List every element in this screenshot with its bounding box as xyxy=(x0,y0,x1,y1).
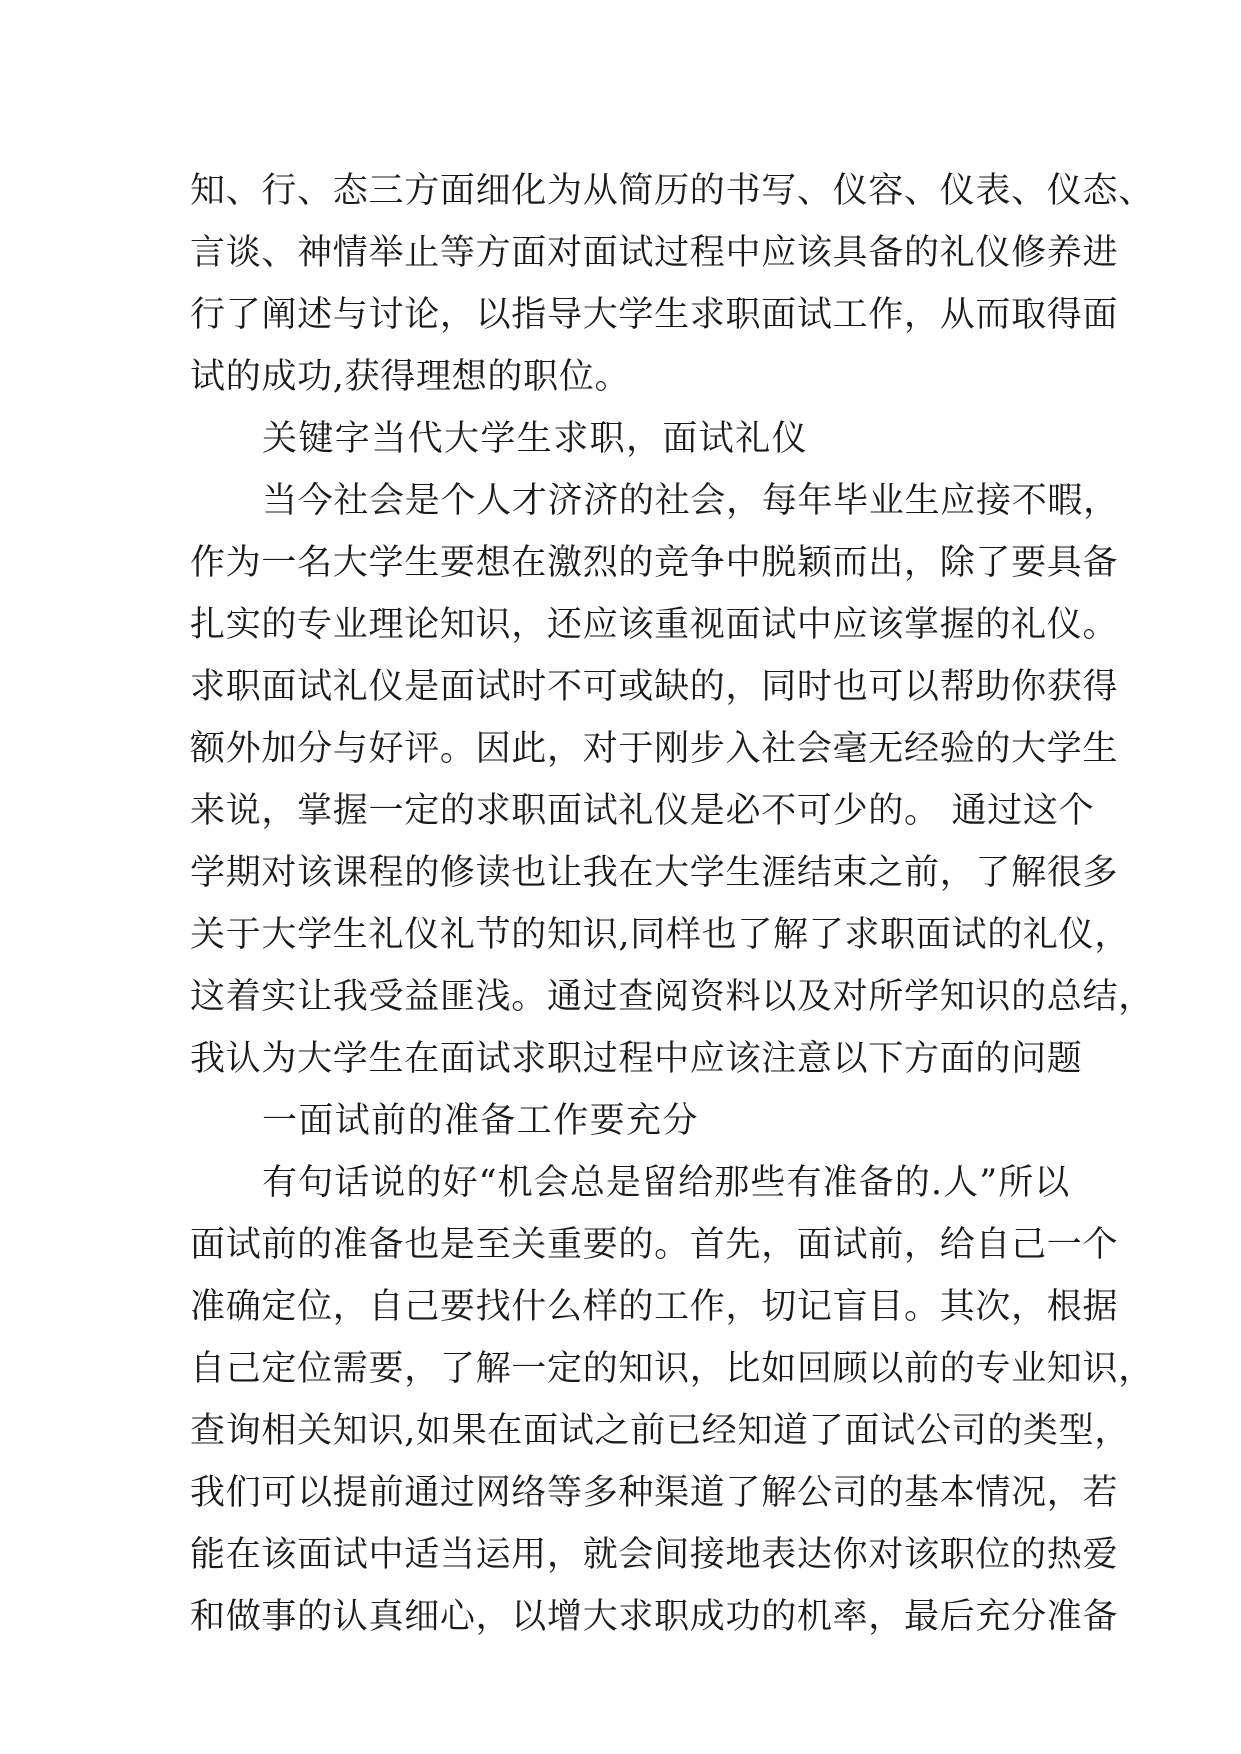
body-line: 作为一名大学生要想在激烈的竞争中脱颖而出，除了要具备 xyxy=(190,543,1119,583)
section-heading: 一面试前的准备工作要充分 xyxy=(262,1101,699,1141)
body-line: 言谈、神情举止等方面对面试过程中应该具备的礼仪修养进 xyxy=(190,233,1119,273)
body-line: 来说，掌握一定的求职面试礼仪是必不可少的。 通过这个 xyxy=(190,791,1095,831)
body-line: 额外加分与好评。因此，对于刚步入社会毫无经验的大学生 xyxy=(190,729,1119,769)
body-line: 这着实让我受益匪浅。通过查阅资料以及对所学知识的总结， xyxy=(190,977,1154,1017)
body-line: 扎实的专业理论知识，还应该重视面试中应该掌握的礼仪。 xyxy=(190,605,1119,645)
body-line: 行了阐述与讨论，以指导大学生求职面试工作，从而取得面 xyxy=(190,295,1119,335)
body-line: 试的成功,获得理想的职位。 xyxy=(190,357,631,397)
keywords-line: 关键字当代大学生求职，面试礼仪 xyxy=(262,419,809,459)
body-line: 求职面试礼仪是面试时不可或缺的，同时也可以帮助你获得 xyxy=(190,667,1119,707)
paragraph-first-line: 当今社会是个人才济济的社会，每年毕业生应接不暇， xyxy=(262,481,1119,521)
body-line: 我们可以提前通过网络等多种渠道了解公司的基本情况，若 xyxy=(190,1473,1119,1513)
body-line: 查询相关知识,如果在面试之前已经知道了面试公司的类型， xyxy=(190,1411,1131,1451)
document-body xyxy=(190,160,1154,1648)
body-line: 面试前的准备也是至关重要的。首先，面试前，给自己一个 xyxy=(190,1225,1119,1265)
body-line: 和做事的认真细心，以增大求职成功的机率，最后充分准备 xyxy=(190,1597,1119,1637)
body-line: 能在该面试中适当运用，就会间接地表达你对该职位的热爱 xyxy=(190,1535,1119,1575)
body-line: 知、行、态三方面细化为从简历的书写、仪容、仪表、仪态、 xyxy=(190,171,1154,211)
paragraph-first-line: 有句话说的好“机会总是留给那些有准备的.人”所以 xyxy=(262,1163,1070,1203)
body-line: 准确定位，自己要找什么样的工作，切记盲目。其次，根据 xyxy=(190,1287,1119,1327)
body-line: 自己定位需要，了解一定的知识，比如回顾以前的专业知识， xyxy=(190,1349,1154,1389)
body-line: 我认为大学生在面试求职过程中应该注意以下方面的问题 xyxy=(190,1039,1083,1079)
body-line: 学期对该课程的修读也让我在大学生涯结束之前，了解很多 xyxy=(190,853,1119,893)
body-line: 关于大学生礼仪礼节的知识,同样也了解了求职面试的礼仪， xyxy=(190,915,1131,955)
